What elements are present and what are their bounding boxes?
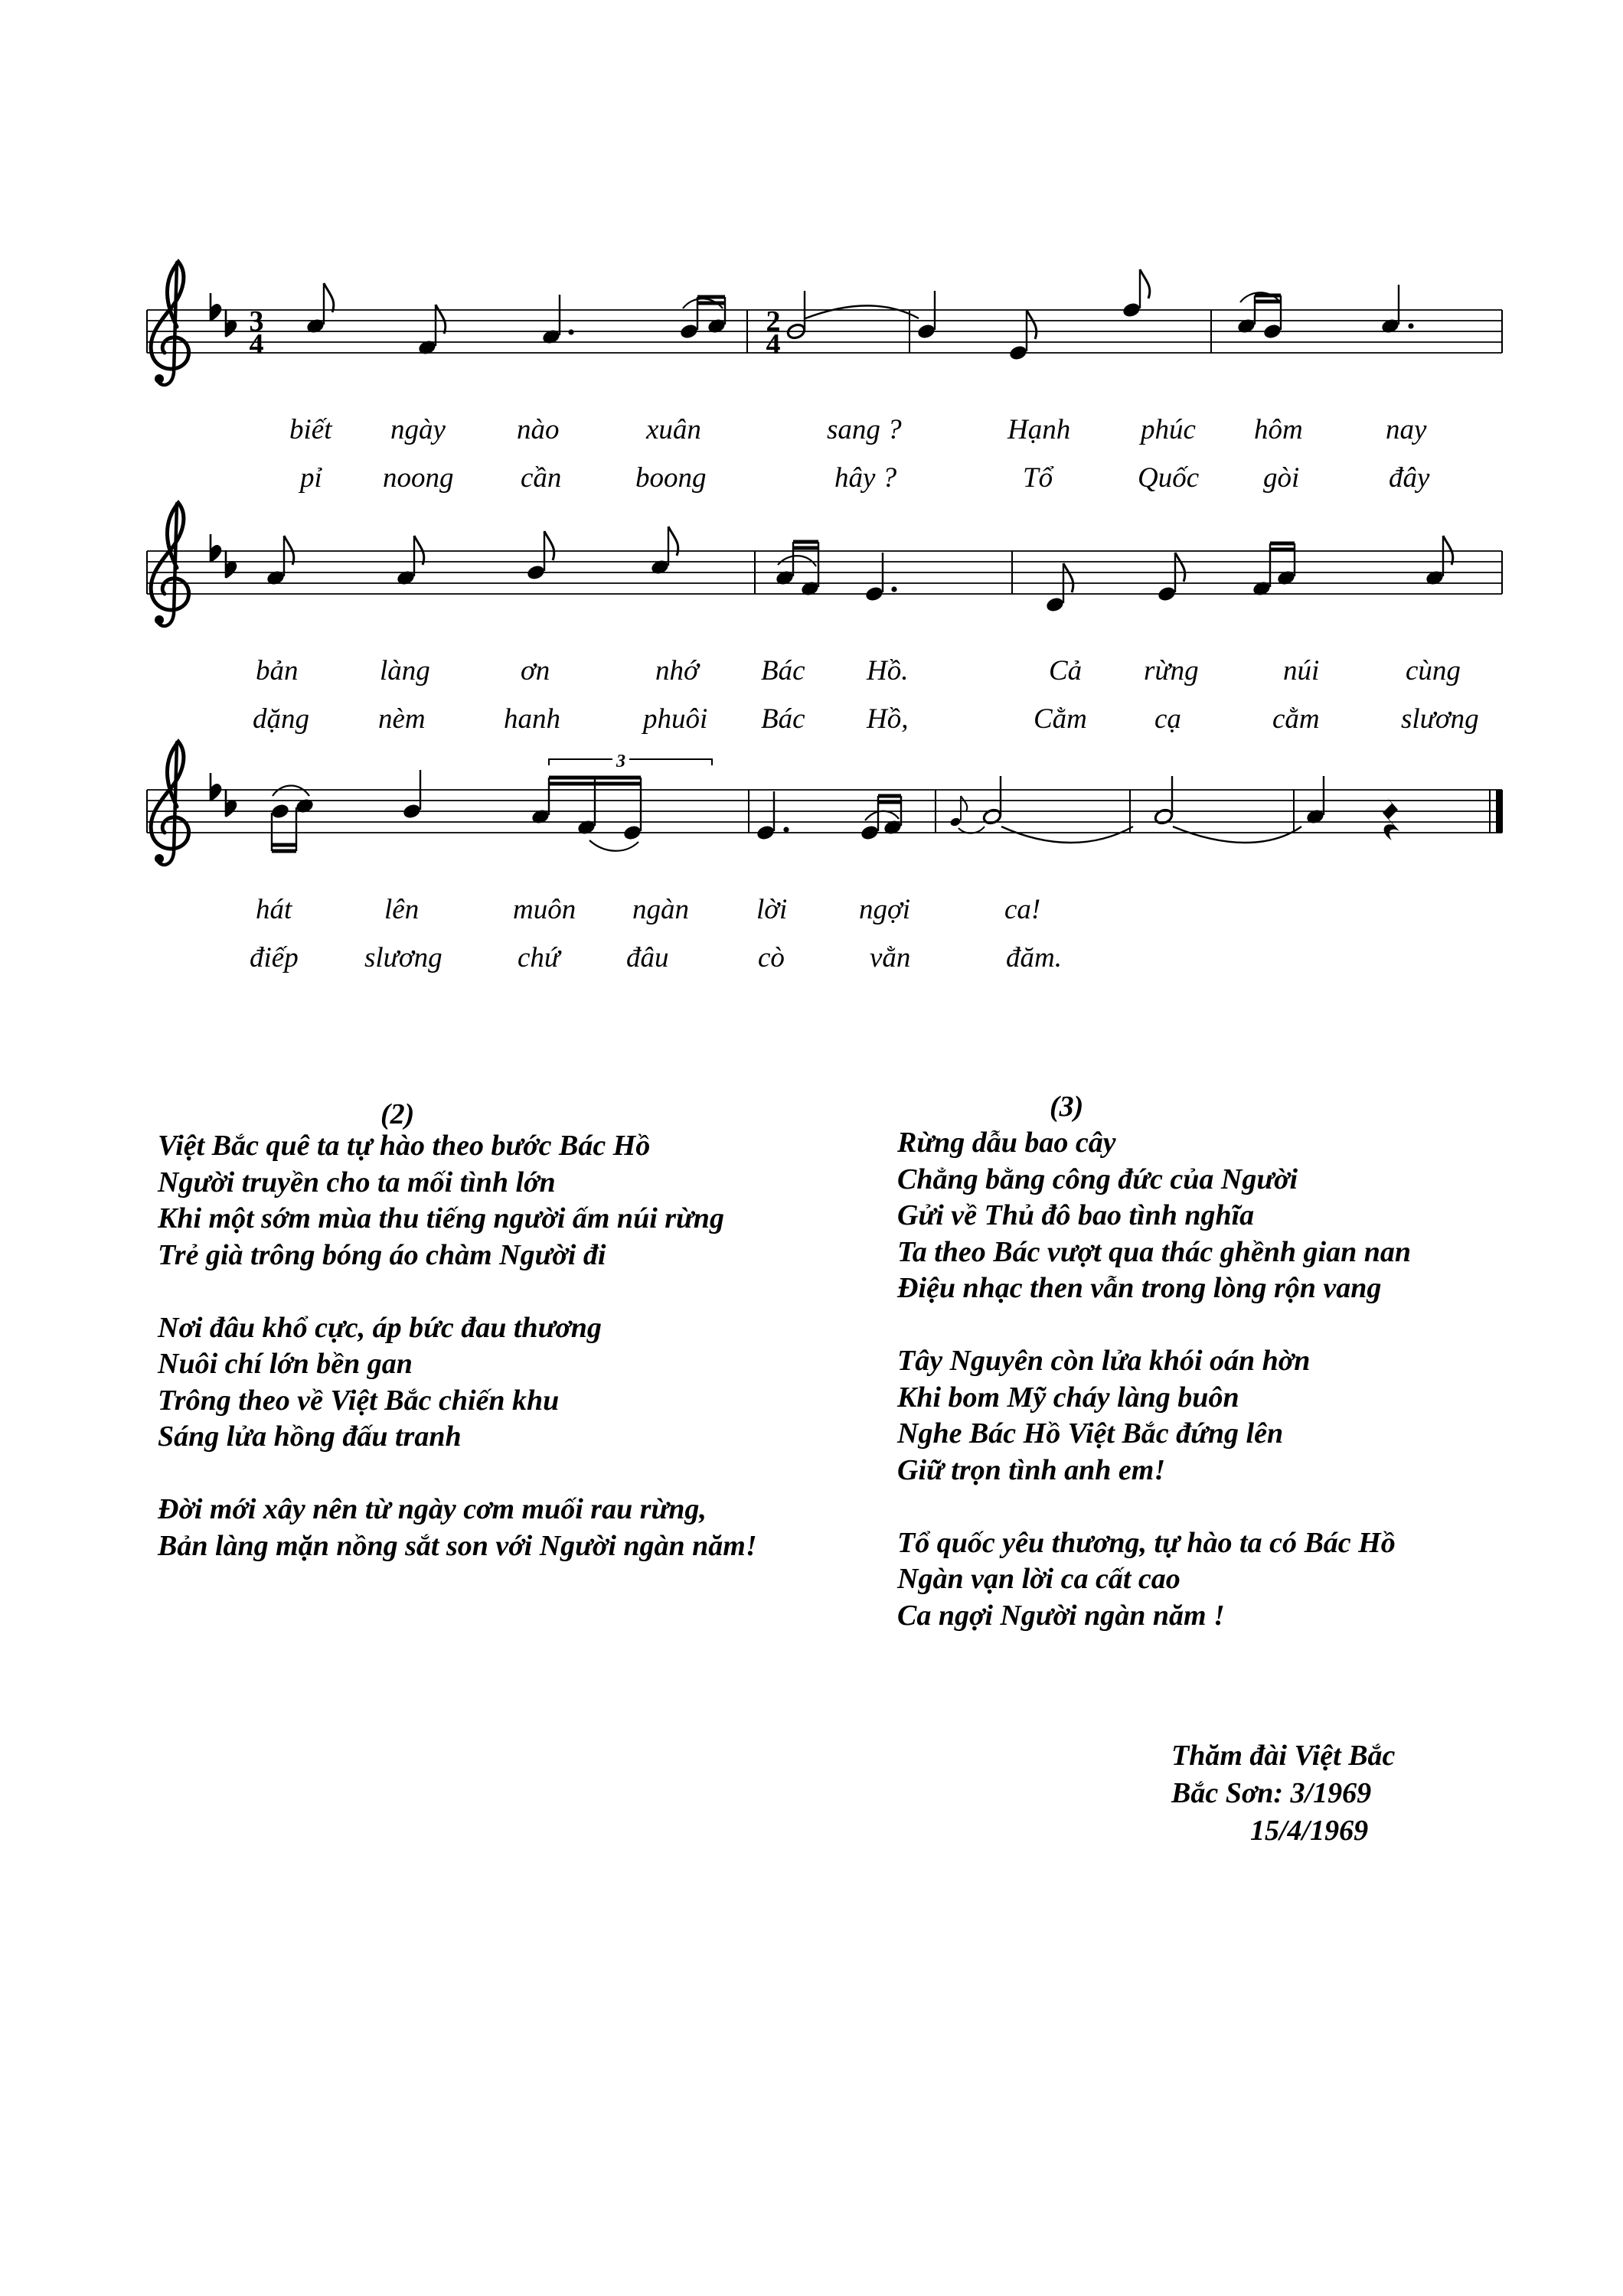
lyric-word: Cằm	[1034, 703, 1087, 735]
stanza-gap	[158, 1274, 757, 1310]
lyric-word: phúc	[1141, 414, 1196, 445]
note	[775, 569, 795, 586]
verse-line: Trông theo về Việt Bắc chiến khu	[158, 1384, 560, 1417]
note	[531, 807, 550, 825]
verse-3-title: (3)	[1050, 1091, 1084, 1123]
lyric-word: slương	[364, 942, 442, 974]
note	[1154, 807, 1174, 825]
verse-line: Nghe Bác Hồ Việt Bắc đứng lên	[897, 1417, 1284, 1450]
note	[1236, 317, 1256, 334]
verse-line: Tây Nguyên còn lửa khói oán hờn	[897, 1345, 1311, 1377]
time-sig-3-4-top: 3	[249, 305, 264, 338]
note	[650, 558, 670, 576]
lyric-word: Cả	[1049, 655, 1083, 687]
lyric-word: rừng	[1144, 655, 1199, 687]
verse-line: Đời mới xây nên từ ngày cơm muối rau rừng,	[158, 1493, 707, 1525]
staff-system-2	[147, 503, 1502, 626]
note	[1157, 585, 1177, 602]
lyric-word: gòi	[1263, 462, 1300, 494]
lyric-word: hanh	[504, 703, 560, 735]
flat-e-icon	[226, 789, 236, 817]
note	[864, 585, 884, 602]
note	[679, 322, 699, 340]
lyric-word: hát	[256, 894, 292, 925]
verse-line: Người truyền cho ta mối tình lớn	[158, 1166, 556, 1199]
note	[417, 338, 437, 356]
verse-line: Nơi đâu khổ cực, áp bức đau thương	[158, 1311, 602, 1344]
verse-line: Khi bom Mỹ cháy làng buôn	[897, 1381, 1239, 1414]
verse-line: Giữ trọn tình anh em!	[897, 1453, 1166, 1486]
lyric-word: đây	[1389, 462, 1430, 494]
lyric-word: núi	[1283, 655, 1320, 687]
note	[756, 823, 776, 841]
lyric-word: noong	[383, 462, 454, 494]
tuplet-label: 3	[616, 752, 625, 771]
note	[1305, 807, 1325, 825]
treble-clef-icon	[151, 742, 189, 865]
lyric-word: lời	[756, 894, 788, 925]
lyric-word: Hạnh	[1007, 414, 1071, 445]
staff-system-1	[147, 262, 1502, 385]
verse-line: Ca ngợi Người ngàn năm !	[897, 1599, 1225, 1632]
stanza-gap	[158, 1456, 757, 1492]
note	[1276, 569, 1296, 586]
lyric-word: phuôi	[643, 703, 708, 735]
signature-line-2: Bắc Sơn: 3/1969	[1171, 1777, 1372, 1809]
lyric-word: cò	[758, 942, 785, 974]
time-sig-2-4-top: 2	[766, 305, 781, 338]
lyric-word: Tổ	[1023, 462, 1053, 494]
note	[982, 807, 1002, 825]
note	[295, 797, 315, 814]
verse-line: Bản làng mặn nồng sắt son với Người ngàn năm!	[158, 1529, 757, 1562]
note	[1045, 595, 1065, 613]
lyric-word: bản	[256, 655, 299, 687]
verse-3	[897, 1125, 1411, 1634]
note	[396, 569, 416, 586]
lyric-word: đâu	[626, 942, 669, 974]
lyric-word: hây ?	[834, 462, 897, 494]
treble-clef-icon	[151, 503, 189, 626]
note	[1252, 579, 1272, 597]
note	[622, 823, 642, 841]
note	[266, 569, 286, 586]
lyric-word: Hồ.	[867, 655, 909, 687]
verse-line: Việt Bắc quê ta tự hào theo bước Bác Hồ	[158, 1130, 651, 1162]
note	[402, 802, 422, 820]
lyric-word: nèm	[378, 703, 426, 735]
note	[1380, 317, 1400, 334]
verse-line: Nuôi chí lớn bền gan	[158, 1348, 413, 1380]
lyric-word: dặng	[253, 703, 309, 735]
time-sig-3-4-bottom: 4	[249, 328, 264, 360]
note	[800, 579, 820, 597]
note	[526, 563, 546, 581]
verse-line: Khi một sớm mùa thu tiếng người ấm núi rừng	[158, 1202, 724, 1234]
staff-system-3	[147, 742, 1503, 865]
lyric-word: vằn	[870, 942, 911, 974]
verse-line: Ta theo Bác vượt qua thác ghềnh gian nan	[897, 1235, 1411, 1268]
lyric-word: pỉ	[300, 462, 322, 494]
note	[916, 322, 936, 340]
note	[270, 802, 290, 820]
verse-line: Chẳng bằng công đức của Người	[897, 1163, 1298, 1195]
stanza-gap	[897, 1307, 1411, 1344]
signature-line-3: 15/4/1969	[1250, 1815, 1369, 1847]
lyric-word: cần	[521, 462, 562, 494]
verse-line: Sáng lửa hồng đấu tranh	[158, 1420, 462, 1453]
note	[541, 328, 561, 345]
lyric-word: ngày	[390, 414, 446, 445]
music-score	[0, 0, 1623, 1026]
verse-line: Ngàn vạn lời ca cất cao	[897, 1563, 1181, 1595]
verse-2-title: (2)	[380, 1098, 415, 1130]
lyric-word: slương	[1401, 703, 1479, 735]
lyric-word: nay	[1386, 414, 1427, 445]
lyric-word: muôn	[513, 894, 576, 925]
verse-line: Gửi về Thủ đô bao tình nghĩa	[897, 1199, 1255, 1231]
note	[576, 818, 596, 836]
lyric-word: ca!	[1004, 894, 1041, 925]
note	[1122, 301, 1141, 318]
lyric-word: sang ?	[827, 414, 902, 445]
lyric-word: ngợi	[859, 894, 911, 925]
flat-e-icon	[226, 309, 236, 337]
time-sig-2-4-bottom: 4	[766, 328, 781, 360]
lyric-word: Hồ,	[867, 703, 909, 735]
note	[1262, 322, 1282, 340]
verse-line: Rừng dẫu bao cây	[897, 1127, 1116, 1159]
note	[305, 317, 325, 334]
verse-line: Điệu nhạc then vẫn trong lòng rộn vang	[897, 1272, 1382, 1304]
flat-b-icon	[211, 293, 220, 321]
lyric-word: Bác	[761, 703, 805, 735]
lyric-word: cạ	[1154, 703, 1181, 735]
note	[860, 823, 880, 841]
note	[1008, 344, 1028, 361]
note	[707, 317, 727, 334]
lyric-word: biết	[289, 414, 332, 445]
signature-line-1: Thăm đài Việt Bắc	[1171, 1740, 1396, 1772]
lyric-word: boong	[635, 462, 707, 494]
verse-line: Trẻ già trông bóng áo chàm Người đi	[158, 1238, 606, 1271]
lyric-word: ngàn	[632, 894, 689, 925]
verse-2	[158, 1128, 757, 1564]
flat-b-icon	[211, 773, 220, 801]
lyric-word: Quốc	[1138, 462, 1200, 494]
treble-clef-icon	[151, 262, 189, 385]
note	[883, 818, 903, 836]
lyric-word: làng	[380, 655, 430, 687]
lyric-word: điếp	[250, 942, 299, 974]
lyric-word: cằm	[1272, 703, 1320, 735]
lyric-word: lên	[384, 894, 420, 925]
lyric-word: nào	[517, 414, 560, 445]
note	[1425, 569, 1445, 586]
flat-e-icon	[226, 550, 236, 578]
lyric-word: đăm.	[1006, 942, 1062, 974]
lyric-word: xuân	[646, 414, 701, 445]
signature-block	[1171, 1737, 1395, 1850]
quarter-rest-icon	[1383, 797, 1399, 840]
verse-line: Tổ quốc yêu thương, tự hào ta có Bác Hồ	[897, 1526, 1396, 1559]
lyric-word: cùng	[1406, 655, 1461, 687]
lyric-word: ơn	[521, 655, 550, 687]
lyric-word: nhớ	[655, 655, 699, 687]
lyric-word: chứ	[518, 942, 560, 974]
flat-b-icon	[211, 534, 220, 562]
lyric-word: hôm	[1254, 414, 1303, 445]
stanza-gap	[897, 1489, 1411, 1525]
lyric-word: Bác	[761, 655, 805, 687]
